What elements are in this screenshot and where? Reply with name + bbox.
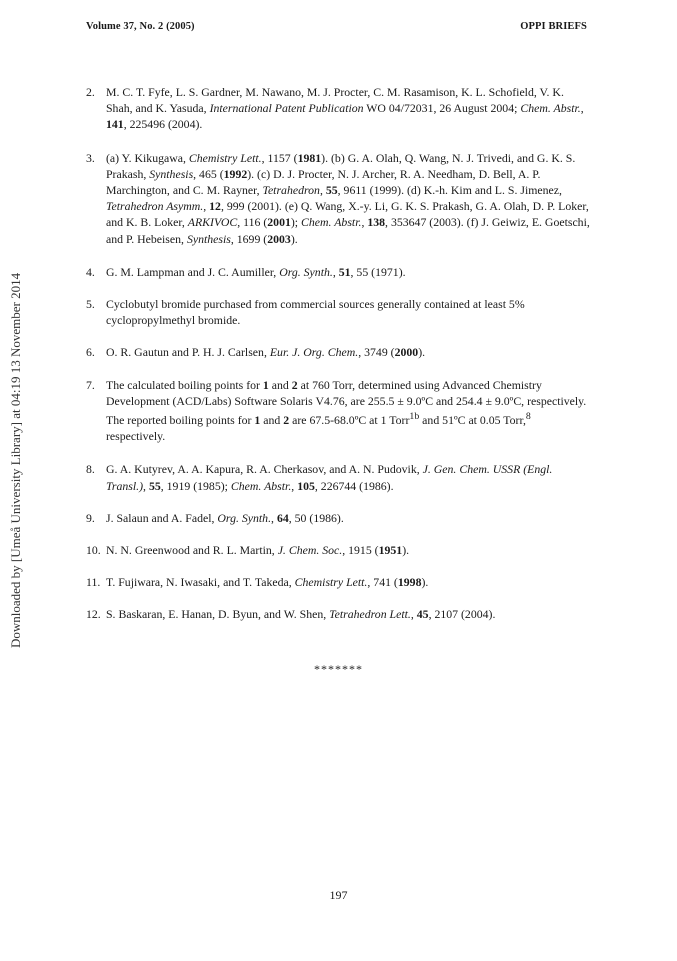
reference-number: 7. [86, 377, 95, 392]
reference-text: G. M. Lampman and J. C. Aumiller, Org. Synth., 51, 55 (1971). [106, 264, 406, 279]
reference-number: 9. [86, 510, 95, 525]
reference-item [86, 377, 591, 445]
reference-number: 3. [86, 150, 95, 165]
reference-text: N. N. Greenwood and R. L. Martin, J. Chem. Soc., 1915 (1951). [106, 542, 410, 557]
download-watermark: Downloaded by [Umeå University Library] at 04:19 13 November 2014 [8, 272, 23, 648]
volume-label: Volume 37, No. 2 (2005) [86, 21, 195, 32]
reference-item [86, 461, 591, 493]
reference-number: 5. [86, 297, 95, 312]
reference-item [86, 542, 591, 558]
reference-text: G. A. Kutyrev, A. A. Kapura, R. A. Cherkasov, and A. N. Pudovik, J. Gen. Chem. USSR (Engl. Transl.), 55, 1919 (1985); Chem. Abstr., 105, 226744 (1986). [106, 462, 553, 493]
reference-item [86, 84, 591, 133]
reference-item [86, 606, 591, 622]
reference-item [86, 264, 591, 280]
reference-text: (a) Y. Kikugawa, Chemistry Lett., 1157 (1981). (b) G. A. Olah, Q. Wang, N. J. Trivedi, and G. K. S. Prakash, Synthesis, 465 (1992). (c) D. J. Procter, N. J. Archer, R. A. Needham, D. Bell, A. P. Marchington, and C. M. Rayner, Tetrahedron, 55, 9611 (1999). (d) K.-h. Kim and L. S. Jimenez, Tetrahedron Asymm., 12, 999 (2001). (e) Q. Wang, X.-y. Li, G. K. S. Prakash, G. A. Olah, D. P. Loker, and K. B. Loker, ARKIVOC, 116 (2001); Chem. Abstr., 138, 353647 (2003). (f) J. Geiwiz, E. Goetschi, and P. Hebeisen, Synthesis, 1699 (2003). [106, 150, 590, 246]
reference-number: 12. [86, 607, 101, 622]
reference-item [86, 574, 591, 590]
reference-number: 2. [86, 85, 95, 99]
reference-number: 8. [86, 462, 95, 477]
page-number: 197 [329, 888, 348, 902]
reference-text: O. R. Gautun and P. H. J. Carlsen, Eur. J. Org. Chem., 3749 (2000). [106, 345, 426, 360]
reference-number: 11. [86, 575, 101, 590]
reference-number: 4. [86, 264, 95, 279]
reference-text: S. Baskaran, E. Hanan, D. Byun, and W. Shen, Tetrahedron Lett., 45, 2107 (2004). [106, 607, 496, 622]
reference-number: 6. [86, 345, 95, 360]
section-separator: ******* [314, 662, 363, 676]
reference-text: J. Salaun and A. Fadel, Org. Synth., 64, 50 (1986). [106, 510, 344, 525]
reference-text: M. C. T. Fyfe, L. S. Gardner, M. Nawano, M. J. Procter, C. M. Rasamison, K. L. Schofield, V. K. Shah, and K. Yasuda, International Patent Publication WO 04/72031, 26 August 2004; Chem. Abstr., 141, 225496 (2004). [106, 85, 584, 132]
reference-list [86, 84, 591, 623]
journal-label: OPPI BRIEFS [520, 21, 587, 32]
reference-number: 10. [86, 542, 101, 557]
reference-item [86, 150, 591, 247]
reference-text: The calculated boiling points for 1 and 2 at 760 Torr, determined using Advanced Chemistry Development (ACD/Labs) Software Solaris V4.76, are 255.5 ± 9.0ºC and 254.4 ± 9.0ºC, respectively. The reported boiling points for 1 and 2 are 67.5-68.0ºC at 1 Torr$^{1b}$ and 51ºC at 0.05 Torr,$^8$ respectively. [106, 377, 587, 444]
reference-item [86, 344, 591, 360]
reference-text: T. Fujiwara, N. Iwasaki, and T. Takeda, Chemistry Lett., 741 (1998). [106, 575, 429, 590]
reference-item [86, 296, 591, 328]
reference-text: Cyclobutyl bromide purchased from commercial sources generally contained at least 5% cyclopropylmethyl bromide. [106, 297, 525, 328]
reference-item [86, 510, 591, 526]
